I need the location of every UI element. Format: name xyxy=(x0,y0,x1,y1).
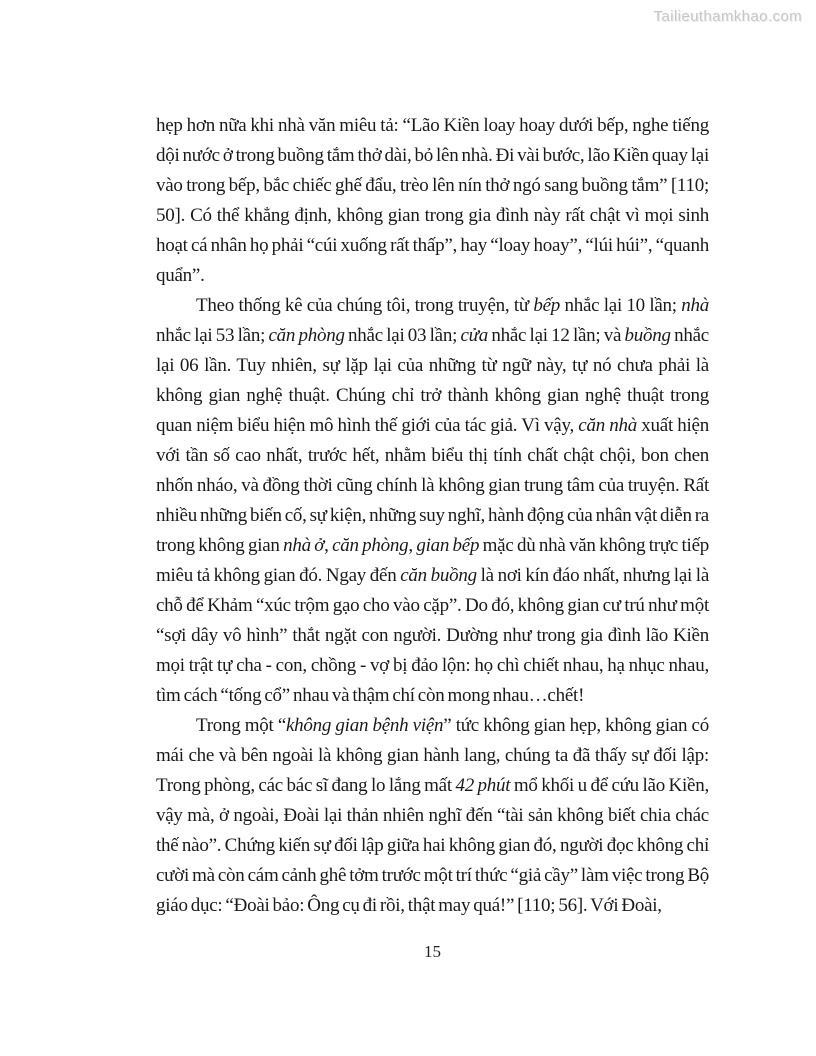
paragraph xyxy=(156,111,709,291)
italic-term: bếp xyxy=(533,295,561,316)
text-run: ” tức không gian hẹp, không gian có mái che và bên ngoài là không gian hành lang, chúng ta đã thấy sự đối lập: Trong phòng, các bác sĩ đang lo lắng mất xyxy=(156,715,709,796)
italic-term: nhà ở xyxy=(283,535,325,556)
italic-term: căn buồng xyxy=(400,565,477,586)
text-run: , xyxy=(408,535,417,556)
text-run: nhắc lại 12 lần; và xyxy=(488,325,625,346)
text-run: , xyxy=(324,535,333,556)
text-run: Theo thống kê của chúng tôi, trong truyện, từ xyxy=(196,295,534,316)
paragraph xyxy=(156,291,709,711)
text-run: là nơi kín đáo nhất, nhưng lại là chỗ để Khảm “xúc trộm gạo cho vào cặp”. Do đó, không gian cư trú như một “sợi dây vô hình” thắt ngặt con người. Dường như trong gia đình lão Kiền mọi trật tự cha - con, chồng - vợ bị đảo lộn: họ chì chiết nhau, hạ nhục nhau, tìm cách “tống cổ” nhau và thậm chí còn mong nhau…chết! xyxy=(156,565,710,706)
text-run: xuất hiện với tần số cao nhất, trước hết, nhằm biểu thị tính chất chật chội, bon chen nhốn nháo, và đồng thời cũng chính là không gian trung tâm của truyện. Rất nhiều những biến cố, sự kiện, những suy nghĩ, hành động của nhân vật diễn ra trong không gian xyxy=(156,415,709,556)
italic-term: căn phòng xyxy=(332,535,409,556)
italic-term: căn phòng xyxy=(268,325,345,346)
text-run: nhắc lại 53 lần; xyxy=(156,325,269,346)
text-run: mặc dù nhà văn không trực tiếp miêu tả không gian đó. Ngay đến xyxy=(156,535,710,586)
italic-term: 42 phút xyxy=(455,775,511,796)
italic-term: buồng xyxy=(624,325,671,346)
italic-term: cửa xyxy=(460,325,489,346)
italic-term: nhà xyxy=(681,295,709,316)
watermark: Tailieuthamkhao.com xyxy=(653,8,802,25)
italic-term: không gian bệnh viện xyxy=(286,715,444,736)
text-run: Trong một “ xyxy=(196,715,286,736)
text-run: nhắc lại 06 lần. Tuy nhiên, sự lặp lại của những từ ngữ này, tự nó chưa phải là không gian nghệ thuật. Chúng chỉ trở thành không gian nghệ thuật trong quan niệm biểu hiện mô hình thế giới của tác giả. Vì vậy, xyxy=(156,325,709,436)
paragraph xyxy=(156,711,709,921)
document-body xyxy=(156,111,709,921)
page-number: 15 xyxy=(424,942,441,961)
text-run: mổ khối u để cứu lão Kiền, vậy mà, ở ngoài, Đoài lại thản nhiên nghĩ đến “tài sản không biết chia chác thế nào”. Chứng kiến sự đối lập giữa hai không gian đó, người đọc không chỉ cười mà còn cám cảnh ghê tởm trước một trí thức “giả cầy” làm việc trong Bộ giáo dục: “Đoài bảo: Ông cụ đi rồi, thật may quá!” [110; 56]. Với Đoài, xyxy=(156,775,709,916)
text-run: nhắc lại 10 lần; xyxy=(560,295,682,316)
text-run: hẹp hơn nữa khi nhà văn miêu tả: “Lão Kiền loay hoay dưới bếp, nghe tiếng dội nước ở trong buồng tắm thở dài, bỏ lên nhà. Đi vài bước, lão Kiền quay lại vào trong bếp, bắc chiếc ghế đẩu, trèo lên nín thở ngó sang buồng tắm” [110; 50]. Có thể khẳng định, không gian trong gia đình này rất chật vì mọi sinh hoạt cá nhân họ phải “cúi xuống rất thấp”, hay “loay hoay”, “lúi húi”, “quanh quẩn”. xyxy=(156,115,709,286)
italic-term: gian bếp xyxy=(416,535,480,556)
text-run: nhắc lại 03 lần; xyxy=(344,325,461,346)
italic-term: căn nhà xyxy=(578,415,637,436)
